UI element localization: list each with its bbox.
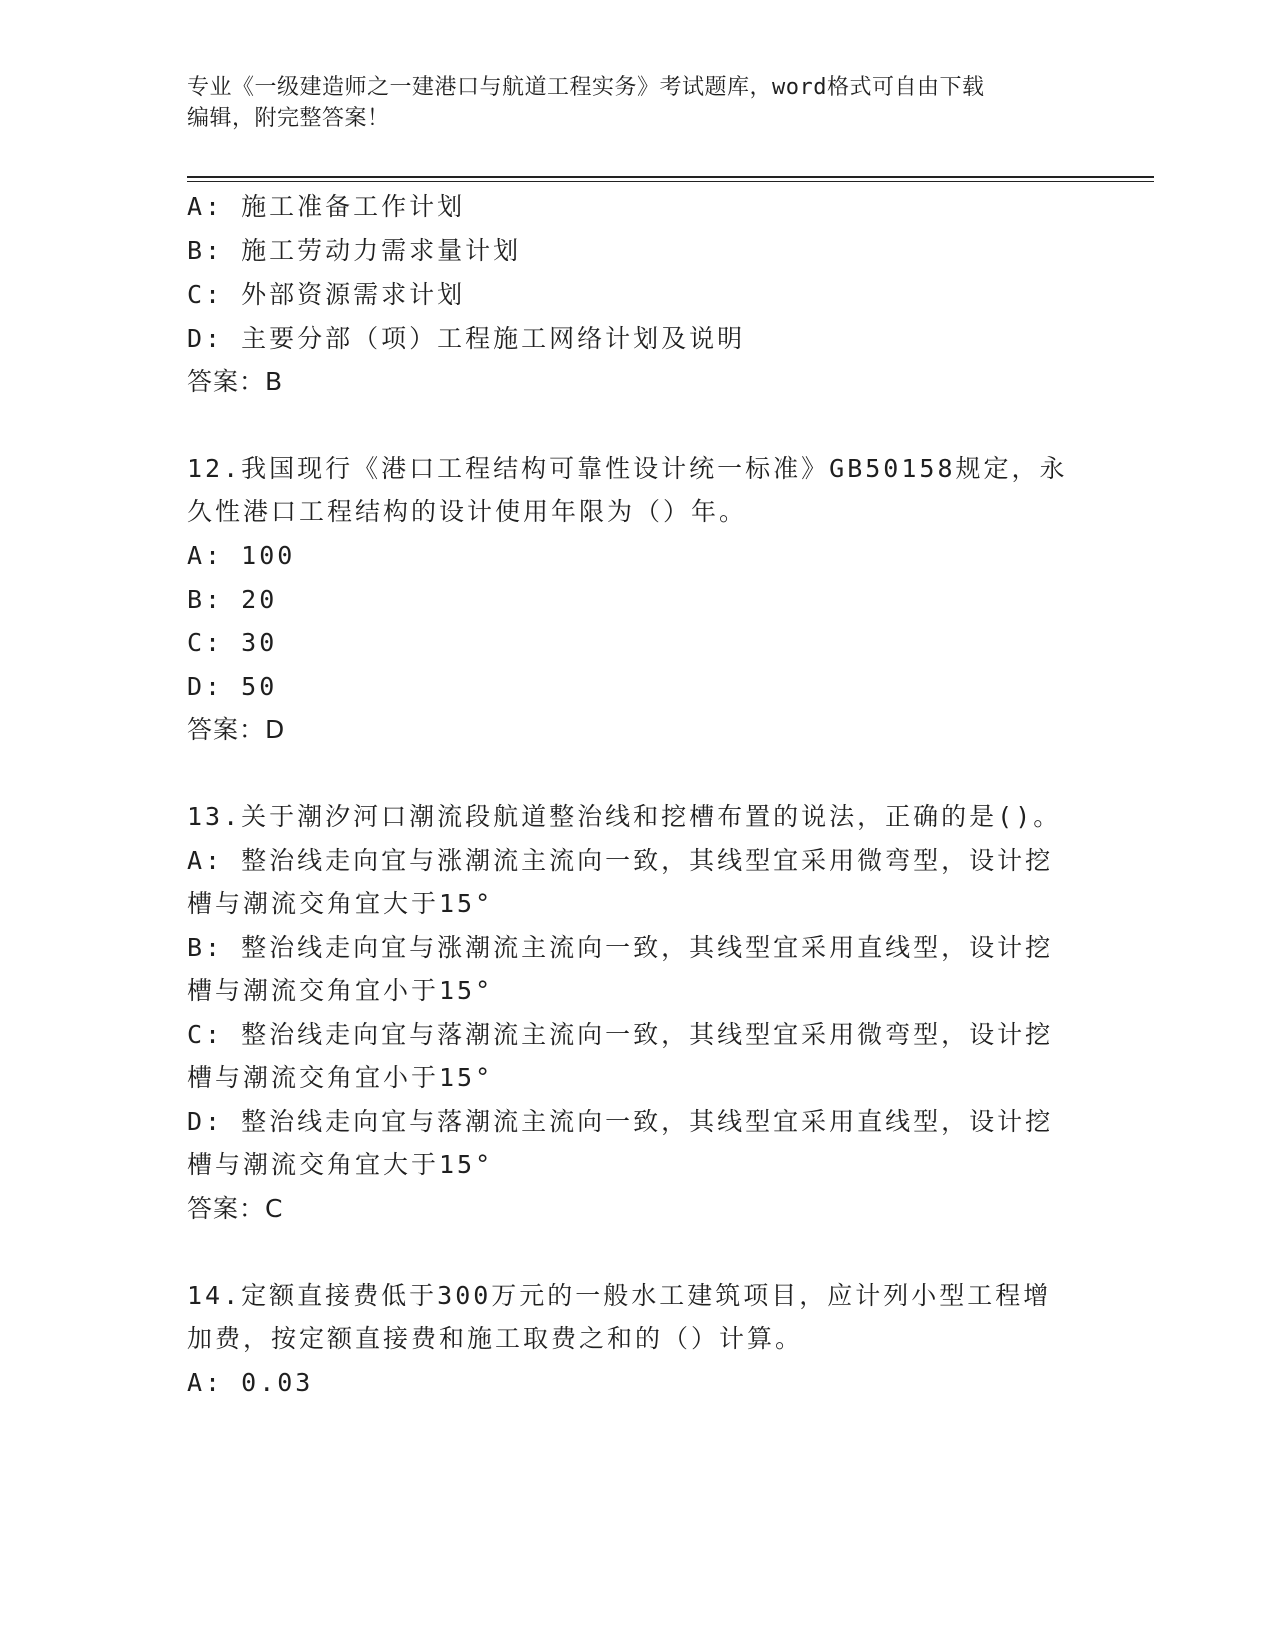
q13-option-c-line-2: 槽与潮流交角宜小于15° <box>187 1063 494 1092</box>
q13-answer: 答案：C <box>187 1194 284 1223</box>
q12-option-d: D: 50 <box>187 672 278 701</box>
q13-option-a-line-2: 槽与潮流交角宜大于15° <box>187 889 494 918</box>
q13-option-c-line-1: C: 整治线走向宜与落潮流主流向一致，其线型宜采用微弯型，设计挖 <box>187 1020 1054 1049</box>
q11-option-c: C: 外部资源需求计划 <box>187 280 466 309</box>
q12-stem-line-1: 12.我国现行《港口工程结构可靠性设计统一标准》GB50158规定，永 <box>187 454 1068 483</box>
q13-option-d-line-2: 槽与潮流交角宜大于15° <box>187 1150 494 1179</box>
document-header <box>187 72 1067 134</box>
q13-option-d-line-1: D: 整治线走向宜与落潮流主流向一致，其线型宜采用直线型，设计挖 <box>187 1107 1054 1136</box>
q14-stem-line-1: 14.定额直接费低于300万元的一般水工建筑项目，应计列小型工程增 <box>187 1281 1052 1310</box>
q14-stem-line-2: 加费，按定额直接费和施工取费之和的（）计算。 <box>187 1324 804 1353</box>
header-divider-thick <box>187 176 1154 178</box>
q11-option-a: A: 施工准备工作计划 <box>187 192 466 221</box>
q12-option-a: A: 100 <box>187 541 296 570</box>
q12-option-b: B: 20 <box>187 585 278 614</box>
q13-option-a-line-1: A: 整治线走向宜与涨潮流主流向一致，其线型宜采用微弯型，设计挖 <box>187 846 1054 875</box>
header-divider-thin <box>187 181 1154 182</box>
q14-option-a: A: 0.03 <box>187 1368 314 1397</box>
q12-answer: 答案：D <box>187 715 286 744</box>
q13-option-b-line-2: 槽与潮流交角宜小于15° <box>187 976 494 1005</box>
q13-option-b-line-1: B: 整治线走向宜与涨潮流主流向一致，其线型宜采用直线型，设计挖 <box>187 933 1054 962</box>
q11-option-b: B: 施工劳动力需求量计划 <box>187 236 522 265</box>
header-line-1: 专业《一级建造师之一建港口与航道工程实务》考试题库，word格式可自由下载 <box>187 75 985 100</box>
header-line-2: 编辑，附完整答案！ <box>187 106 390 131</box>
q13-stem: 13.关于潮汐河口潮流段航道整治线和挖槽布置的说法，正确的是()。 <box>187 802 1062 831</box>
q12-stem-line-2: 久性港口工程结构的设计使用年限为（）年。 <box>187 497 748 526</box>
q11-answer: 答案：B <box>187 367 284 396</box>
q12-option-c: C: 30 <box>187 628 278 657</box>
q11-option-d: D: 主要分部（项）工程施工网络计划及说明 <box>187 324 746 353</box>
